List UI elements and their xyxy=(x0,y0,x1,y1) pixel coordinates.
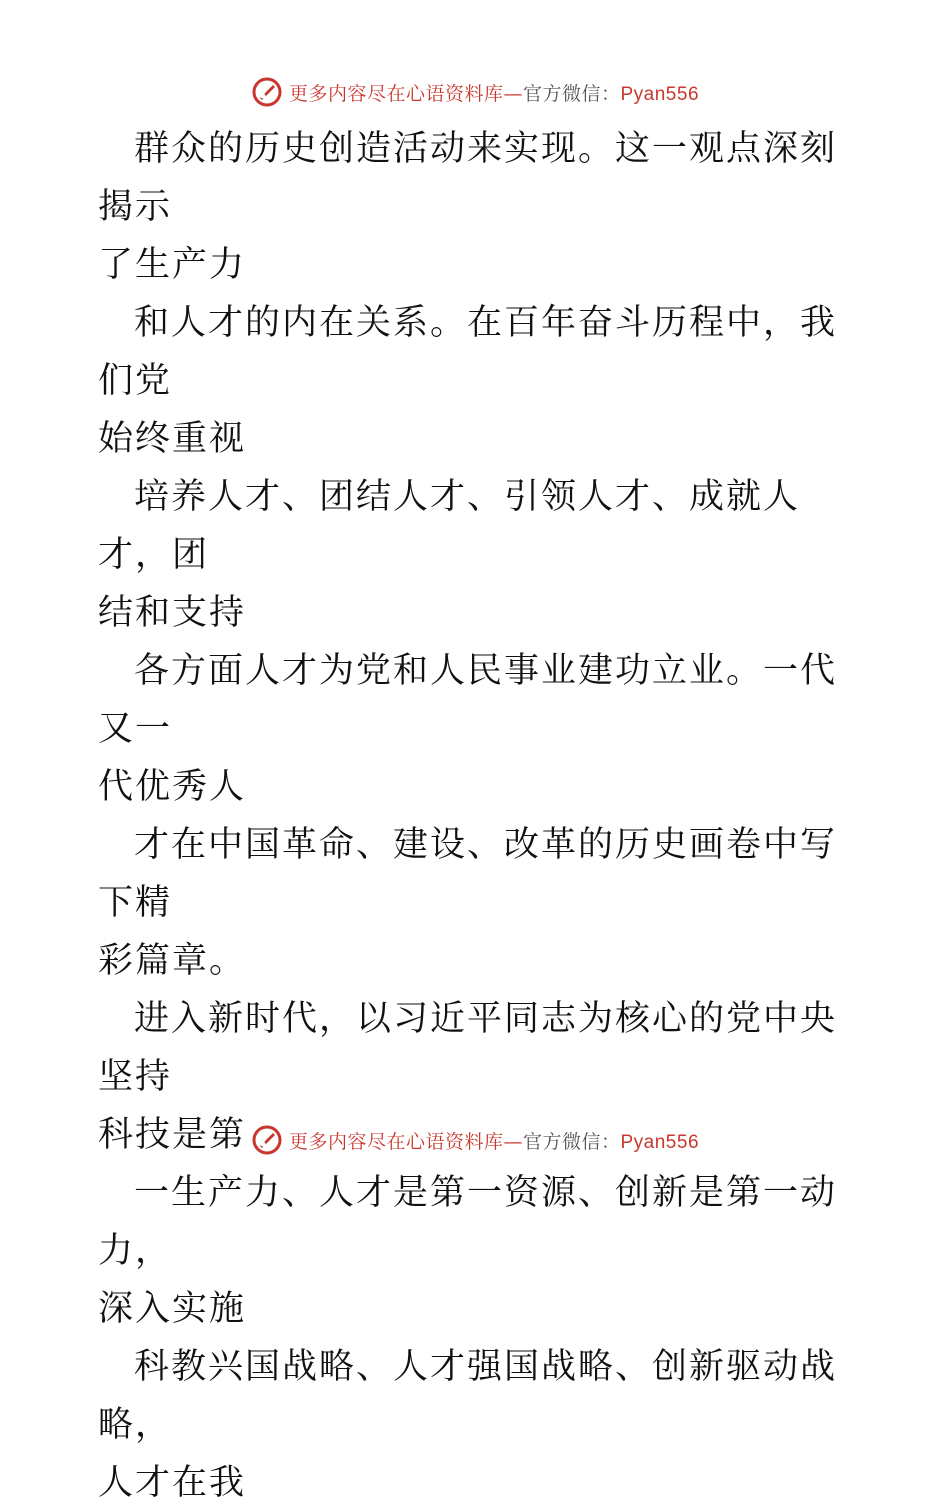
header-banner xyxy=(0,72,950,112)
paragraph-line: 彩篇章。 xyxy=(98,941,247,981)
paragraph xyxy=(98,816,858,990)
paragraph xyxy=(98,1164,858,1338)
paragraph-line: 科教兴国战略、人才强国战略、创新驱动战略， xyxy=(98,1347,838,1445)
banner-wechat-label: 官方微信： xyxy=(522,82,621,105)
paragraph-line: 了生产力 xyxy=(98,245,247,285)
paragraph-line: 和人才的内在关系。在百年奋斗历程中，我们党 xyxy=(98,303,838,401)
banner-main: 更多内容尽在心语资料库— xyxy=(288,1130,523,1153)
paragraph-line: 各方面人才为党和人民事业建功立业。一代又一 xyxy=(98,651,838,749)
paragraph-line: 一生产力、人才是第一资源、创新是第一动力， xyxy=(98,1173,838,1271)
paragraph-line: 深入实施 xyxy=(98,1289,247,1329)
paragraph-line: 代优秀人 xyxy=(98,767,247,807)
paragraph-line: 群众的历史创造活动来实现。这一观点深刻揭示 xyxy=(98,129,838,227)
paragraph-line: 科技是第 xyxy=(98,1115,247,1155)
banner-wechat-label: 官方微信： xyxy=(522,1130,621,1153)
paragraph xyxy=(98,294,858,468)
paragraph xyxy=(98,1338,858,1512)
logo-icon xyxy=(251,76,283,108)
paragraph xyxy=(98,120,858,294)
paragraph-line: 始终重视 xyxy=(98,419,247,459)
paragraph-line: 人才在我 xyxy=(98,1463,247,1503)
banner-main: 更多内容尽在心语资料库— xyxy=(288,82,523,105)
paragraph-line: 结和支持 xyxy=(98,593,247,633)
banner-wechat-id: Pyan556 xyxy=(620,83,700,105)
paragraph-line: 才在中国革命、建设、改革的历史画卷中写下精 xyxy=(98,825,838,923)
banner-text xyxy=(289,79,699,106)
paragraph-line: 进入新时代，以习近平同志为核心的党中央坚持 xyxy=(98,999,838,1097)
paragraph xyxy=(98,642,858,816)
banner-wechat-id: Pyan556 xyxy=(620,1131,700,1153)
paragraph-line: 培养人才、团结人才、引领人才、成就人才，团 xyxy=(98,477,801,575)
document-body xyxy=(98,120,858,1512)
logo-icon xyxy=(251,1124,283,1156)
paragraph xyxy=(98,468,858,642)
footer-banner xyxy=(0,1120,950,1160)
banner-text xyxy=(289,1127,699,1154)
